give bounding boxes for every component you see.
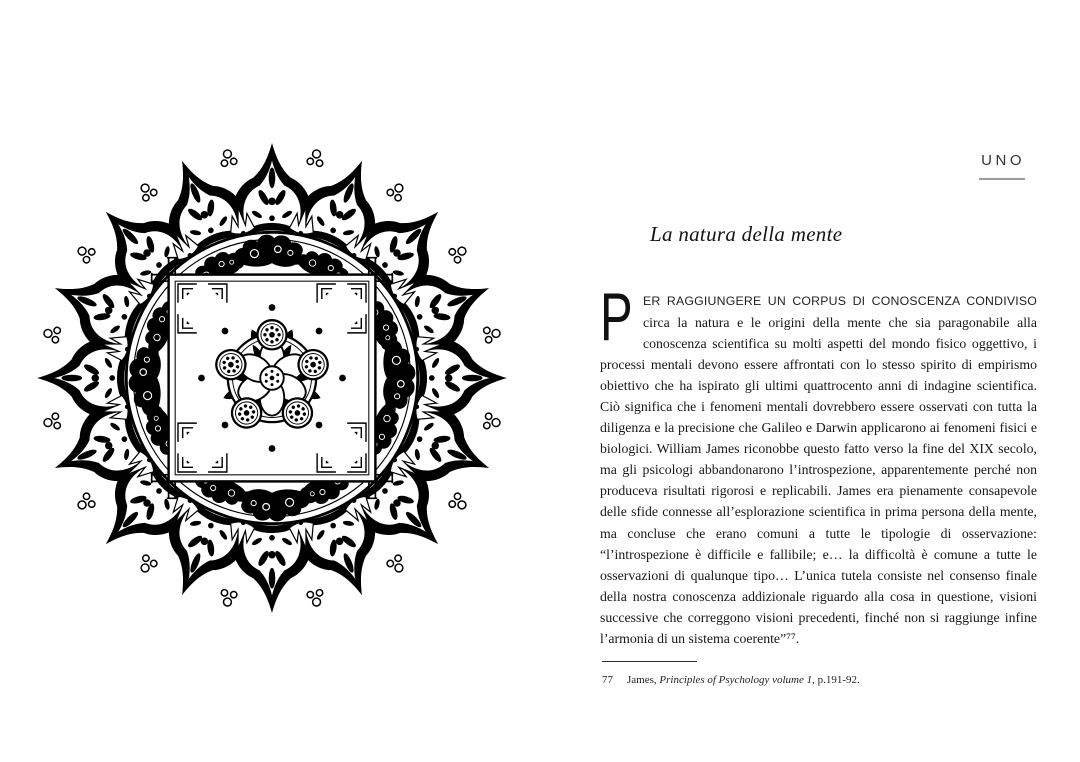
drop-cap: P bbox=[600, 279, 633, 355]
footnote-citation-suffix: , p.191-92. bbox=[812, 674, 860, 686]
opening-paragraph bbox=[600, 279, 1037, 649]
footnote bbox=[602, 674, 1032, 686]
right-page bbox=[600, 0, 1037, 762]
footnote-number: 77 bbox=[602, 674, 613, 686]
footnote-citation-title: Principles of Psychology volume 1 bbox=[659, 674, 813, 686]
mandala-illustration bbox=[37, 143, 507, 613]
opening-line: ER RAGGIUNGERE UN CORPUS DI CONOSCENZA CONDIVISO bbox=[643, 294, 1037, 308]
footnote-citation bbox=[627, 674, 860, 686]
footnote-separator bbox=[602, 661, 697, 662]
body-text: circa la natura e le origini della mente che sia paragonabile alla conoscenza scientifica su molti aspetti del mondo fisico oggettivo, i processi mentali devono essere affrontati con lo stesso spirito di empirismo obiettivo che ha ispirato gli ultimi quattrocento anni di indagine scientifica. Ciò significa che i fenomeni mentali dovrebbero essere osservati con tutta la diligenza e la precisione che Galileo e Darwin applicarono ai fenomeni fisici e biologici. William James riconobbe questo fatto verso la fine del XIX secolo, ma gli psicologi abbandonarono l’introspezione, apparentemente perché non produceva risultati rigorosi e replicabili. James era pienamente consapevole delle sfide connesse all’esplorazione scientifica in prima persona della mente, ma concluse che erano comuni a tutte le tipologie di osservazione: “l’introspezione è difficile e fallibile; e… la difficoltà è comune a tutte le osservazioni di qualunque tipo… L’unica tutela consiste nel consenso finale della nostra conoscenza addizionale riguardo alla cosa in questione, visioni successive che correggono visioni precedenti, finché non si raggiunge infine l’armonia di un sistema coerente”⁷⁷. bbox=[600, 315, 1037, 646]
footnote-citation-prefix: James, bbox=[627, 674, 660, 686]
chapter-header bbox=[979, 152, 1025, 180]
chapter-number: UNO bbox=[979, 152, 1025, 180]
chapter-title: La natura della mente bbox=[650, 222, 843, 246]
